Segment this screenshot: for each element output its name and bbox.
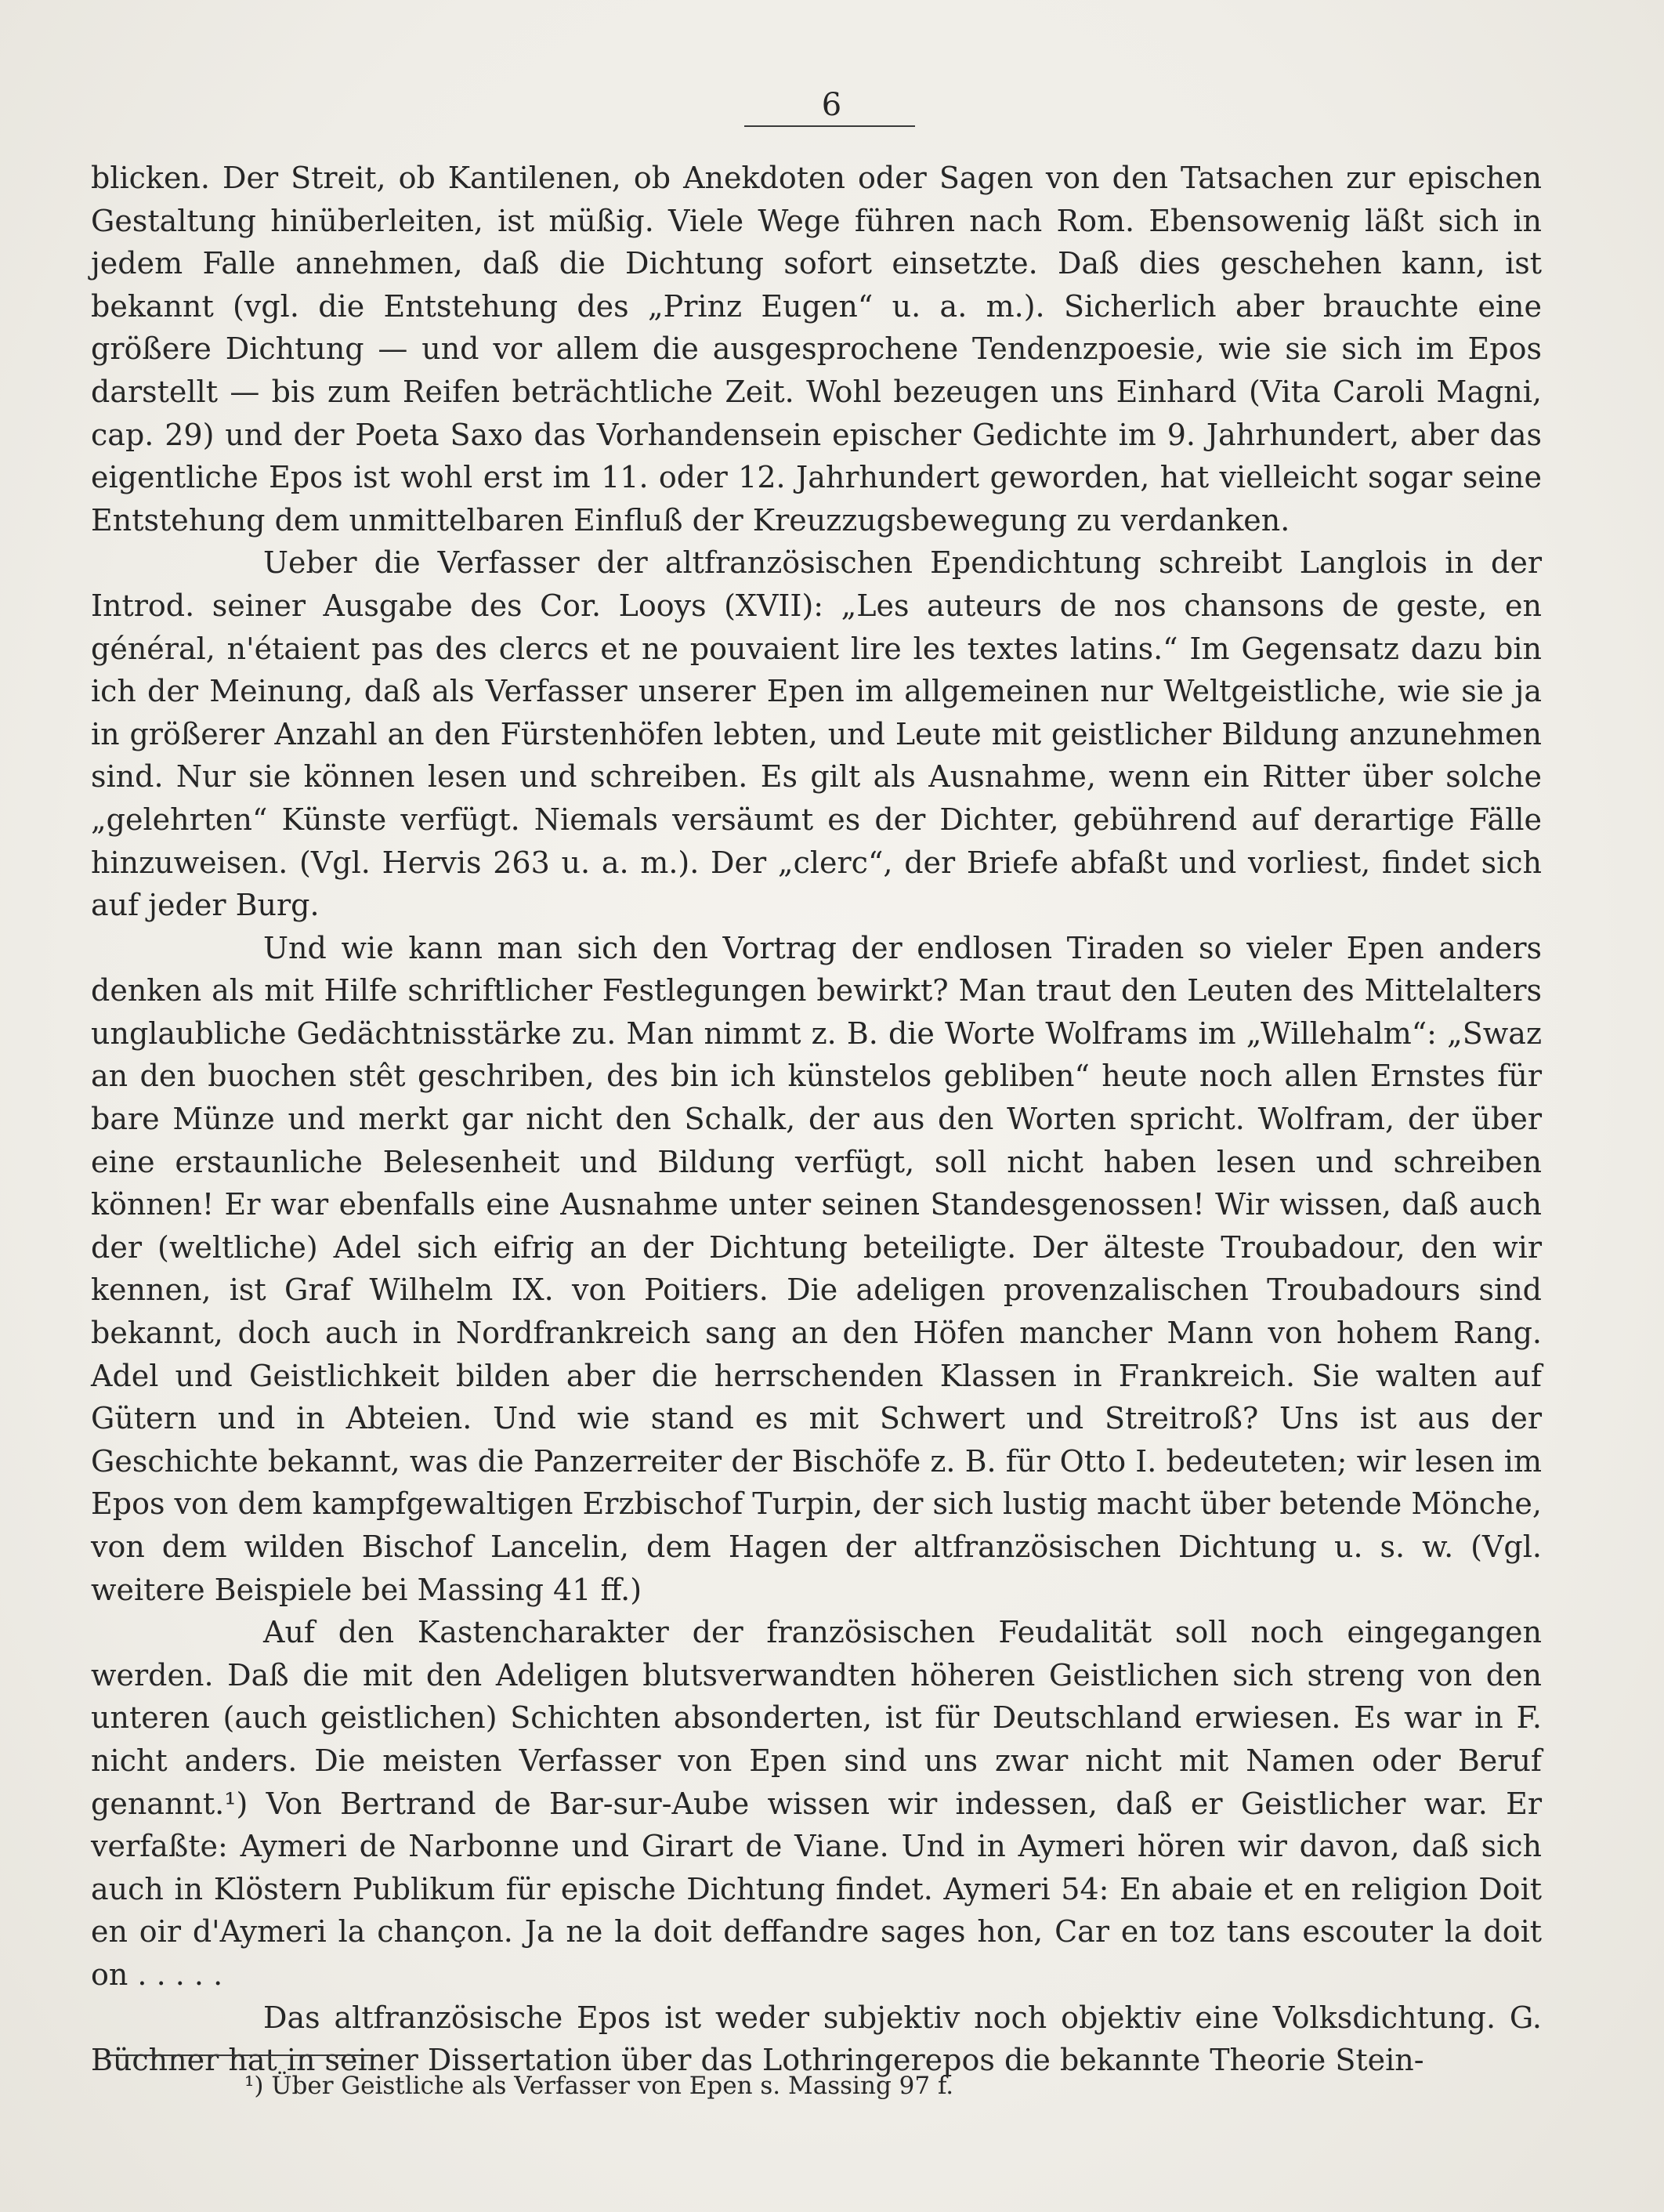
page-number: 6: [821, 87, 843, 123]
paragraph-3: Und wie kann man sich den Vortrag der endlosen Tiraden so vieler Epen anders denken als mit Hilfe schriftlicher Festlegungen bewirkt? Man traut den Leuten des Mittelalters unglaubliche Gedächtnisstärke zu. Man nimmt z. B. die Worte Wolframs im „Willehalm“: „Swaz an den buochen stêt geschriben, des bin ich künstelos gebliben“ heute noch allen Ernstes für bare Münze und merkt gar nicht den Schalk, der aus den Worten spricht. Wolfram, der über eine erstaunliche Belesenheit und Bildung verfügt, soll nicht haben lesen und schreiben können! Er war ebenfalls eine Ausnahme unter seinen Standesgenossen! Wir wissen, daß auch der (weltliche) Adel sich eifrig an der Dichtung beteiligte. Der älteste Troubadour, den wir kennen, ist Graf Wilhelm IX. von Poitiers. Die adeligen provenzalischen Troubadours sind bekannt, doch auch in Nordfrankreich sang an den Höfen mancher Mann von hohem Rang. Adel und Geistlichkeit bilden aber die herrschenden Klassen in Frankreich. Sie walten auf Gütern und in Abteien. Und wie stand es mit Schwert und Streitroß? Uns ist aus der Geschichte bekannt, was die Panzerreiter der Bischöfe z. B. für Otto I. bedeuteten; wir lesen im Epos von dem kampfgewaltigen Erzbischof Turpin, der sich lustig macht über betende Mönche, von dem wilden Bischof Lancelin, dem Hagen der altfranzösischen Dichtung u. s. w. (Vgl. weitere Beispiele bei Massing 41 ff.): [91, 930, 1542, 1607]
footnote-rule: [110, 2055, 372, 2056]
paragraph-5: Das altfranzösische Epos ist weder subjektiv noch objektiv eine Volksdichtung. G. Büchner hat in seiner Dissertation über das Lothringerepos die bekannte Theorie Stein-: [91, 2000, 1542, 2078]
header-rule: [744, 125, 915, 127]
footnote: ¹) Über Geistliche als Verfasser von Epen s. Massing 97 f.: [244, 2072, 954, 2100]
paragraph-2: Ueber die Verfasser der altfranzösischen Ependichtung schreibt Langlois in der Introd. seiner Ausgabe des Cor. Looys (XVII): „Les auteurs de nos chansons de geste, en général, n'étaient pas des clercs et ne pouvaient lire les textes latins.“ Im Gegensatz dazu bin ich der Meinung, daß als Verfasser unserer Epen im allgemeinen nur Weltgeistliche, wie sie ja in größerer Anzahl an den Fürstenhöfen lebten, und Leute mit geistlicher Bildung anzunehmen sind. Nur sie können lesen und schreiben. Es gilt als Ausnahme, wenn ein Ritter über solche „gelehrten“ Künste verfügt. Niemals versäumt es der Dichter, gebührend auf derartige Fälle hinzuweisen. (Vgl. Hervis 263 u. a. m.). Der „clerc“, der Briefe abfaßt und vorliest, findet sich auf jeder Burg.: [91, 545, 1542, 923]
paragraph-4: Auf den Kastencharakter der französischen Feudalität soll noch eingegangen werden. Daß die mit den Adeligen blutsverwandten höheren Geistlichen sich streng von den unteren (auch geistlichen) Schichten absonderten, ist für Deutschland erwiesen. Es war in F. nicht anders. Die meisten Verfasser von Epen sind uns zwar nicht mit Namen oder Beruf genannt.¹) Von Bertrand de Bar-sur-Aube wissen wir indessen, daß er Geistlicher war. Er verfaßte: Aymeri de Narbonne und Girart de Viane. Und in Aymeri hören wir davon, daß sich auch in Klöstern Publikum für epische Dichtung findet. Aymeri 54: En abaie et en religion Doit en oir d'Aymeri la chançon. Ja ne la doit deffandre sages hon, Car en toz tans escouter la doit on . . . . .: [91, 1615, 1542, 1992]
body-text: [91, 157, 1542, 2082]
paragraph-1: blicken. Der Streit, ob Kantilenen, ob Anekdoten oder Sagen von den Tatsachen zur epischen Gestaltung hinüberleiten, ist müßig. Viele Wege führen nach Rom. Ebensowenig läßt sich in jedem Falle annehmen, daß die Dichtung sofort einsetzte. Daß dies geschehen kann, ist bekannt (vgl. die Entstehung des „Prinz Eugen“ u. a. m.). Sicherlich aber brauchte eine größere Dichtung — und vor allem die ausgesprochene Tendenzpoesie, wie sie sich im Epos darstellt — bis zum Reifen beträchtliche Zeit. Wohl bezeugen uns Einhard (Vita Caroli Magni, cap. 29) und der Poeta Saxo das Vorhandensein epischer Gedichte im 9. Jahrhundert, aber das eigentliche Epos ist wohl erst im 11. oder 12. Jahrhundert geworden, hat vielleicht sogar seine Entstehung dem unmittelbaren Einfluß der Kreuzzugsbewegung zu verdanken.: [91, 161, 1542, 538]
